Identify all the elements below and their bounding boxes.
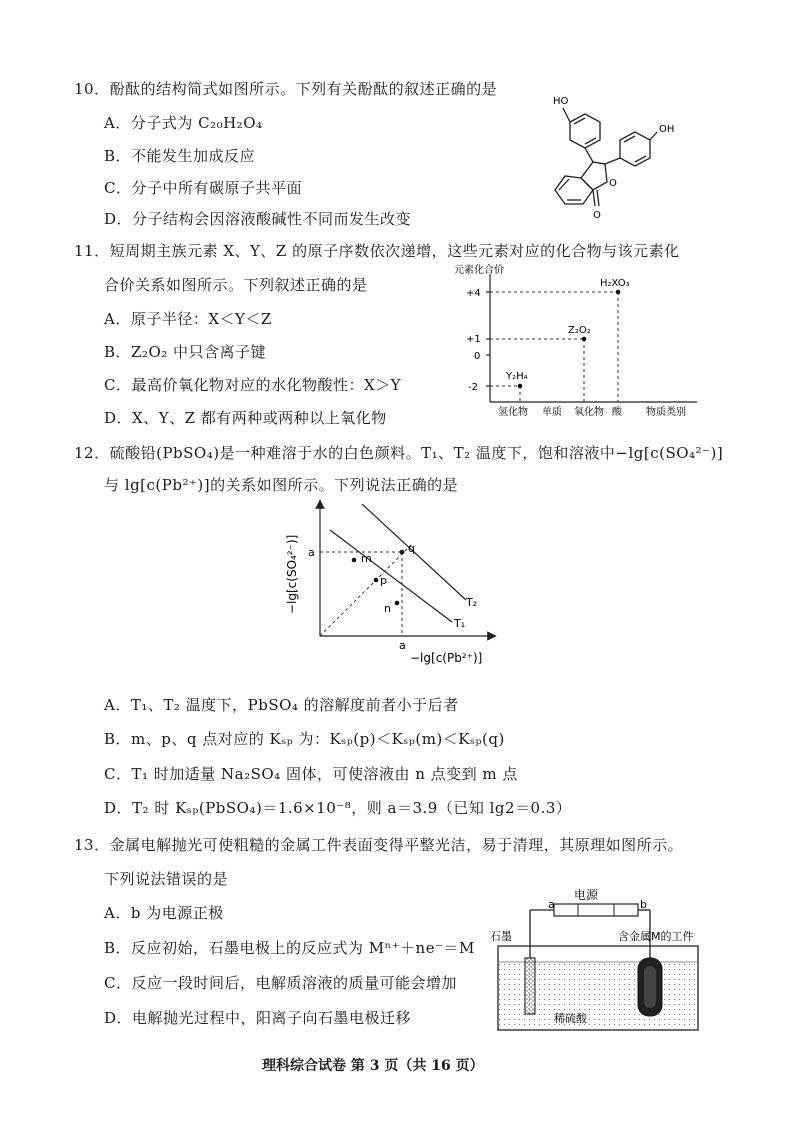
q11-option-a: A．原子半径：X＜Y＜Z	[104, 310, 272, 328]
category-hydride: 氢化物	[498, 407, 528, 418]
label-m: m	[361, 552, 372, 565]
q13-stem-line1: 13．金属电解抛光可使粗糙的金属工件表面变得平整光洁，易于清理，其原理如图所示。	[74, 836, 684, 854]
category-oxide: 氧化物	[574, 407, 604, 418]
power-source	[554, 904, 638, 916]
point-p	[374, 578, 379, 583]
terminal-b: b	[640, 898, 647, 911]
q12-stem-line2: 与 lg[c(Pb²⁺)]的关系如图所示。下列说法正确的是	[104, 476, 459, 494]
solubility-y-label: −lg[c(SO₄²⁻)]	[285, 534, 299, 614]
q11-stem-line1: 11．短周期主族元素 X、Y、Z 的原子序数依次递增，这些元素对应的化合物与该元素化	[74, 242, 680, 260]
solubility-chart	[282, 496, 517, 668]
q13-stem-line2: 下列说法错误的是	[104, 870, 229, 888]
q12-option-a: A．T₁、T₂ 温度下，PbSO₄ 的溶解度前者小于后者	[104, 696, 459, 714]
q10-option-a: A．分子式为 C₂₀H₂O₄	[104, 114, 263, 132]
label-t2: T₂	[466, 596, 478, 609]
tick-minus2: -2	[468, 382, 478, 393]
page-footer: 理科综合试卷 第 3 页（共 16 页）	[262, 1058, 484, 1074]
label-z2o2: Z₂O₂	[568, 325, 591, 336]
q12-option-c: C．T₁ 时加适量 Na₂SO₄ 固体，可使溶液由 n 点变到 m 点	[104, 765, 518, 783]
point-n	[395, 601, 400, 606]
tick-plus4: +4	[466, 288, 481, 299]
q12-option-d: D．T₂ 时 Kₛₚ(PbSO₄)＝1.6×10⁻⁸，则 a＝3.9（已知 lg2＝0.3）	[104, 799, 572, 817]
valence-chart	[452, 264, 707, 424]
q12-option-b: B．m、p、q 点对应的 Kₛₚ 为：Kₛₚ(p)＜Kₛₚ(m)＜Kₛₚ(q)	[104, 730, 505, 748]
solubility-x-label: −lg[c(Pb²⁺)]	[410, 651, 483, 665]
category-element: 单质	[542, 407, 562, 418]
phenolphthalein-structure	[525, 90, 690, 225]
ho-label: HO	[553, 96, 569, 107]
q11-option-c: C．最高价氧化物对应的水化物酸性：X＞Y	[104, 376, 402, 394]
q10-stem: 10．酚酞的结构简式如图所示。下列有关酚酞的叙述正确的是	[74, 80, 498, 98]
label-t1: T₁	[454, 617, 466, 630]
q13-option-d: D．电解抛光过程中，阳离子向石墨电极迁移	[104, 1009, 412, 1027]
label-h2xo3: H₂XO₃	[600, 278, 630, 289]
electrolysis-apparatus	[488, 888, 718, 1033]
point-m	[352, 558, 357, 563]
q11-option-b: B．Z₂O₂ 中只含离子键	[104, 343, 267, 361]
q10-option-b: B．不能发生加成反应	[104, 147, 256, 165]
point-z2o2	[582, 337, 587, 342]
q13-option-a: A．b 为电源正极	[104, 904, 224, 922]
label-n: n	[384, 602, 391, 615]
carbonyl-oxygen-label: O	[593, 210, 601, 221]
point-q	[400, 550, 405, 555]
label-p: p	[380, 574, 387, 587]
q11-option-d: D．X、Y、Z 都有两种或两种以上氧化物	[104, 409, 387, 427]
oh-label: OH	[659, 124, 675, 135]
terminal-a: a	[548, 898, 555, 911]
power-label: 电源	[574, 888, 599, 902]
q10-option-c: C．分子中所有碳原子共平面	[104, 179, 302, 197]
q11-stem-line2: 合价关系如图所示。下列叙述正确的是	[104, 276, 368, 294]
tick-zero: 0	[474, 351, 481, 362]
ring-oxygen-label: O	[609, 178, 617, 189]
point-y2h4	[518, 384, 523, 389]
q10-option-d: D．分子结构会因溶液酸碱性不同而发生改变	[104, 210, 412, 228]
label-y2h4: Y₂H₄	[506, 371, 528, 382]
category-acid: 酸	[612, 407, 622, 418]
t1-line	[330, 530, 452, 622]
point-h2xo3	[616, 290, 621, 295]
tick-a-x: a	[399, 639, 406, 652]
tick-plus1: +1	[466, 334, 481, 345]
graphite-electrode	[525, 958, 535, 1014]
label-q: q	[408, 542, 415, 555]
valence-x-label: 物质类别	[646, 407, 686, 418]
q13-option-b: B．反应初始，石墨电极上的反应式为 Mⁿ⁺＋ne⁻＝M	[104, 939, 475, 957]
tick-a-y: a	[308, 546, 315, 559]
q12-stem-line1: 12．硫酸铅(PbSO₄)是一种难溶于水的白色颜料。T₁、T₂ 温度下，饱和溶液中−lg[c(SO₄²⁻)]	[74, 444, 724, 462]
q13-option-c: C．反应一段时间后，电解质溶液的质量可能会增加	[104, 974, 457, 992]
valence-y-label: 元素化合价	[454, 265, 504, 276]
graphite-label: 石墨	[490, 930, 512, 943]
acid-label: 稀硫酸	[554, 1012, 587, 1025]
workpiece-label: 含金属M的工件	[618, 930, 694, 943]
